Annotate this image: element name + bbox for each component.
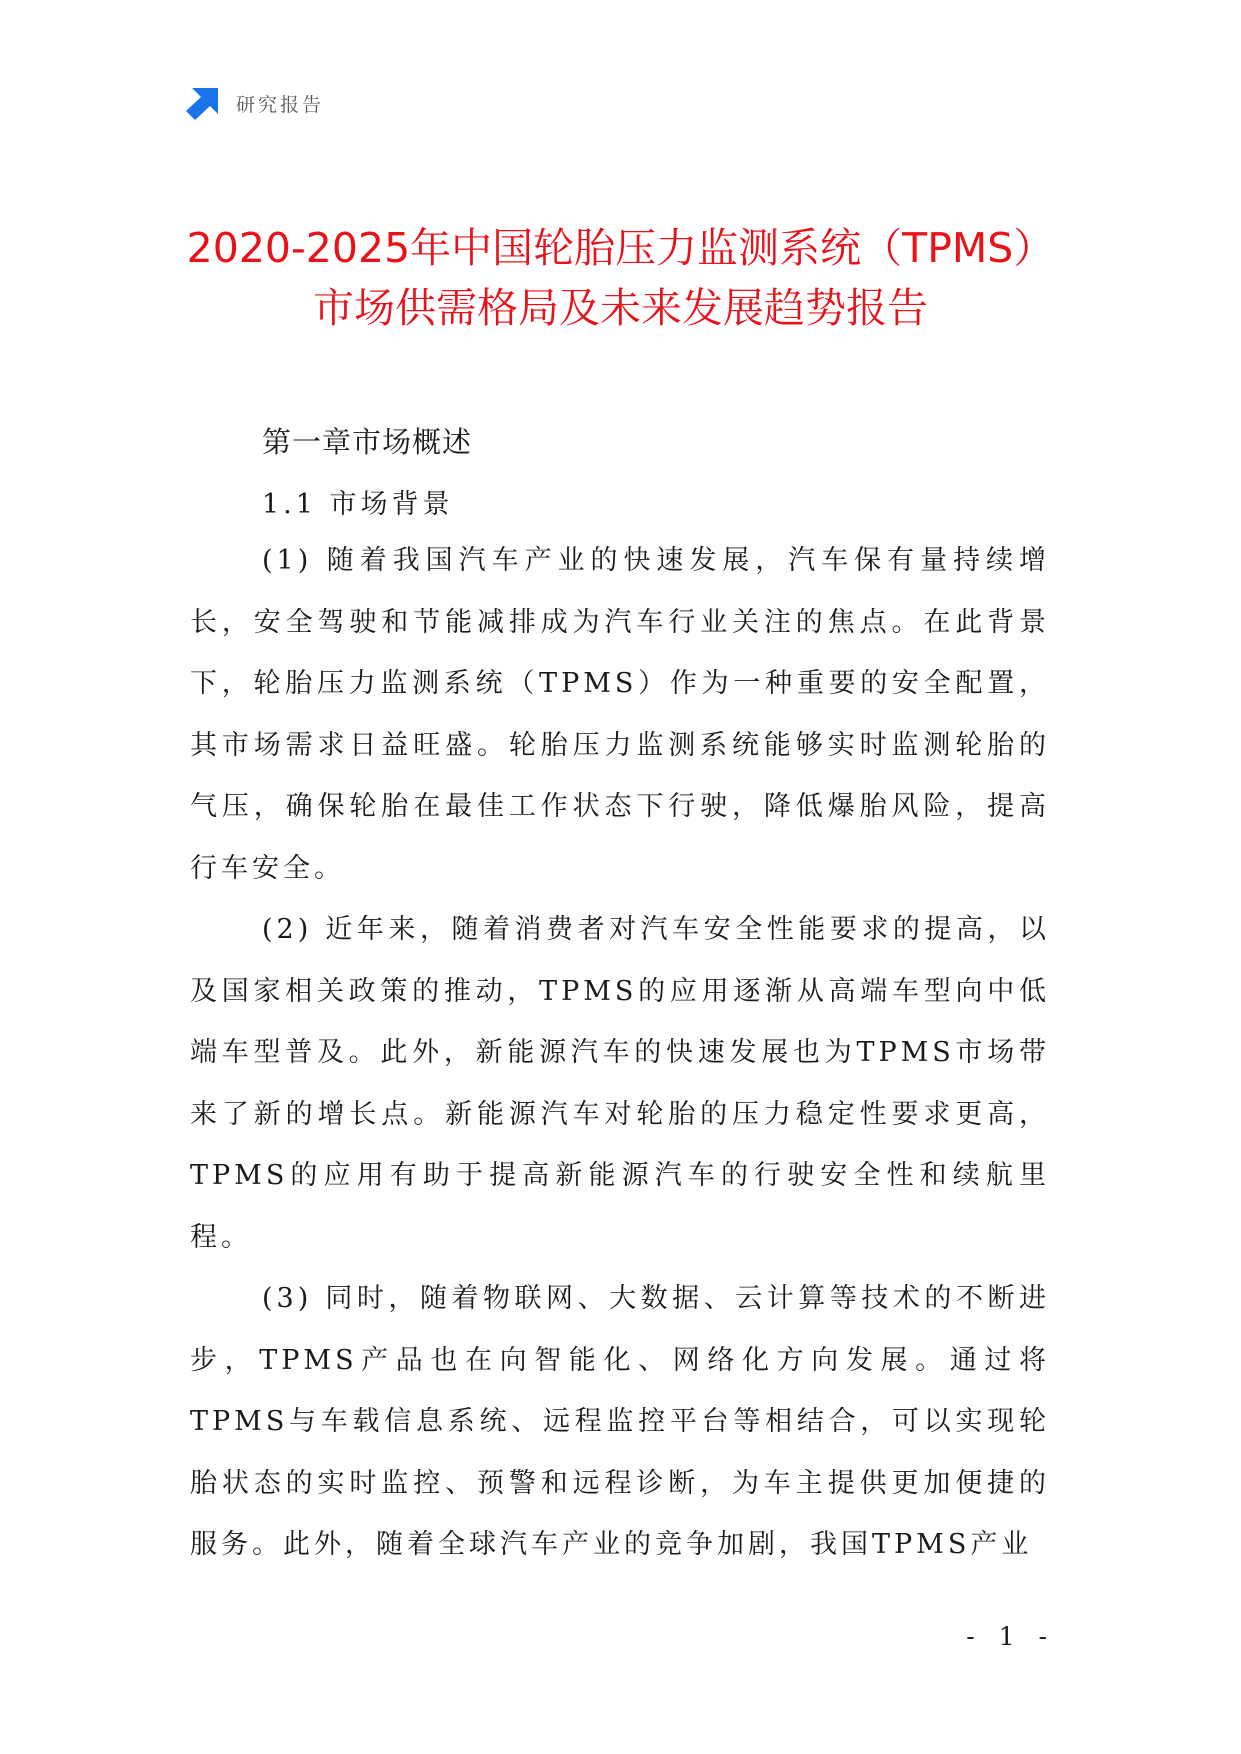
paragraph-1: (1) 随着我国汽车产业的快速发展，汽车保有量持续增长，安全驾驶和节能减排成为汽车行业关注的焦点。在此背景下，轮胎压力监测系统（TPMS）作为一种重要的安全配置，其市场需求日益旺盛。轮胎压力监测系统能够实时监测轮胎的气压，确保轮胎在最佳工作状态下行驶，降低爆胎风险，提高行车安全。 bbox=[190, 545, 1050, 884]
paragraph-3: (3) 同时，随着物联网、大数据、云计算等技术的不断进步，TPMS产品也在向智能化、网络化方向发展。通过将TPMS与车载信息系统、远程监控平台等相结合，可以实现轮胎状态的实时监控、预警和远程诊断，为车主提供更加便捷的服务。此外，随着全球汽车产业的竞争加剧，我国TPMS产业 bbox=[190, 1283, 1050, 1560]
title-line-2: 市场供需格局及未来发展趋势报告 bbox=[313, 284, 928, 332]
title-line-1: 2020-2025年中国轮胎压力监测系统（TPMS） bbox=[186, 224, 1055, 272]
section-heading: 1.1 市场背景 bbox=[262, 489, 454, 520]
paragraph-2: (2) 近年来，随着消费者对汽车安全性能要求的提高，以及国家相关政策的推动，TPMS的应用逐渐从高端车型向中低端车型普及。此外，新能源汽车的快速发展也为TPMS市场带来了新的增长点。新能源汽车对轮胎的压力稳定性要求更高，TPMS的应用有助于提高新能源汽车的行驶安全性和续航里程。 bbox=[190, 914, 1050, 1253]
header-label: 研究报告 bbox=[236, 93, 325, 116]
report-title bbox=[120, 218, 1121, 338]
body-text bbox=[190, 530, 1050, 1576]
page-number: - 1 - bbox=[966, 1622, 1055, 1651]
chapter-heading: 第一章市场概述 bbox=[262, 425, 473, 459]
arrow-up-right-icon bbox=[186, 86, 220, 120]
report-header bbox=[186, 86, 324, 120]
